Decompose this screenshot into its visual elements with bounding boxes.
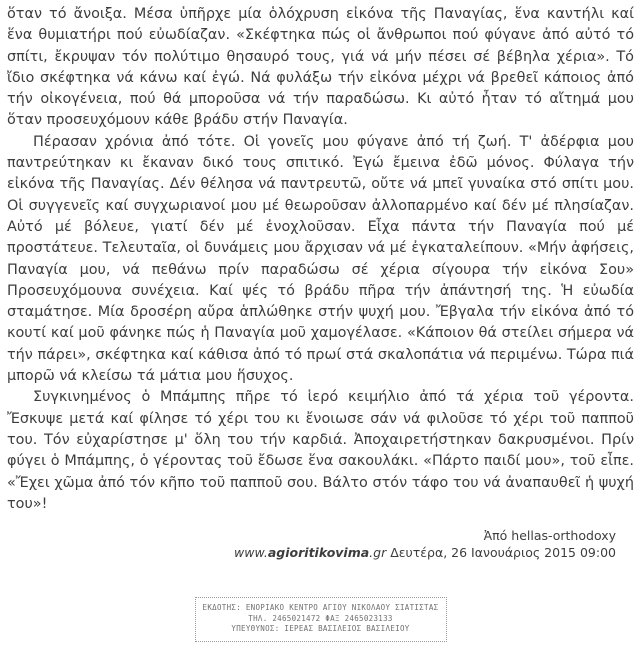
paragraph: Πέρασαν χρόνια ἀπό τότε. Οἱ γονεῖς μου φύγανε ἀπό τή ζωή. Τ' ἀδέρφια μου παντρεύτηκαν κι ἔκαναν δικό τους σπιτικό. Ἐγώ ἔμεινα ἐδῶ μόνος. Φύλαγα τήν εἰκόνα τῆς Παναγίας. Δέν θέλησα νά παντρευτῶ, οὔτε νά μπεῖ γυναίκα στό σπίτι μου. Οἱ συγγενεῖς καί συγχωριανοί μου μέ θεωροῦσαν ἀλλοπαρμένο καί δέν μέ πλησίαζαν. Αὐτό μέ βόλευε, γιατί δέν μέ ἐνοχλοῦσαν. Εἶχα πάντα τήν Παναγία πού μέ προστάτευε. Τελευταῖα, οἱ δυνάμεις μου ἄρχισαν νά μέ ἐγκαταλείπουν. «Μήν ἀφήσεις, Παναγία μου, νά πεθάνω πρίν παραδώσω σέ χέρια σίγουρα τήν εἰκόνα Σου» Προσευχόμουνα συνέχεια. Καί ψές τό βράδυ πῆρα τήν ἀπάντησή της. Ἡ εὐωδία σταμάτησε. Μία δροσέρη αὔρα ἁπλώθηκε στήν ψυχή μου. Ἔβγαλα τήν εἰκόνα ἀπό τό κουτί καί μοῦ φάνηκε πώς ἡ Παναγία μοῦ χαμογέλασε. «Κάποιον θά στείλει σήμερα νά τήν πάρει», σκέφτηκα καί κάθισα ἀπό τό πρωί στά σκαλοπάτια νά περιμένω. Τώρα πιά μπορῶ νά κλείσω τά μάτια μου ἥσυχος. — [7, 133, 634, 385]
article-text — [7, 4, 634, 515]
attribution-block — [7, 527, 634, 561]
stamp-contact-line: ΤΗΛ. 2465021472 ΦΑΞ 2465023133 — [248, 613, 393, 623]
attribution-meta — [7, 544, 616, 561]
publish-date: Δευτέρα, 26 Ιανουάριος 2015 09:00 — [386, 545, 616, 561]
paragraph: Συγκινημένος ὁ Μπάμπης πῆρε τό ἱερό κειμήλιο ἀπό τά χέρια τοῦ γέροντα. Ἔσκυψε μετά καί φίλησε τό χέρι του κι ἔνοιωσε σάν νά φιλοῦσε τό χέρι τοῦ παπποῦ του. Τόν εὐχαρίστησε μ' ὅλη του τήν καρδιά. Ἀποχαιρετήστηκαν δακρυσμένοι. Πρίν φύγει ὁ Μπάμπης, ὁ γέροντας τοῦ ἔδωσε ἕνα σακουλάκι. «Πάρτο παιδί μου», τοῦ εἶπε. «Ἔχει χῶμα ἀπό τόν κῆπο τοῦ παπποῦ σου. Βάλτο στόν τάφο του νά ἀναπαυθεῖ ἡ ψυχή του»! — [7, 389, 634, 512]
site-url-name: agioritikovima — [267, 545, 370, 561]
stamp-responsible-line: ΥΠΕΥΘΥΝΟΣ: ΙΕΡΕΑΣ ΒΑΣΙΛΕΙΟΣ ΒΑΣΙΛΕΙΟΥ — [231, 624, 410, 634]
publisher-stamp — [195, 597, 447, 642]
attribution-source: Ἀπό hellas-orthodoxy — [483, 528, 616, 544]
paragraph: ὅταν τό ἄνοιξα. Μέσα ὑπῆρχε μία ὁλόχρυση εἰκόνα τῆς Παναγίας, ἕνα καντήλι καί ἕνα θυμιατήρι πού εὐωδίαζαν. «Σκέφτηκα πώς οἱ ἄνθρωποι πού φύγανε ἀπό αὐτό τό σπίτι, ἔκρυψαν τόν πολύτιμο θησαυρό τους, γιά νά μήν πέσει σέ βέβηλα χέρια». Τό ἴδιο σκέφτηκα νά κάνω καί ἐγώ. Νά φυλάξω τήν εἰκόνα μέχρι νά βρεθεῖ κάποιος ἀπό τήν οἰκογένεια, πού θά μποροῦσα νά τήν παραδώσω. Κι αὐτό ἦταν τό αἴτημά μου ὅταν προσευχόμουν κάθε βράδυ στήν Παναγία. — [7, 6, 634, 129]
stamp-publisher-line: ΕΚΔΟΤΗΣ: ΕΝΟΡΙΑΚΟ ΚΕΝΤΡΟ ΑΓΙΟΥ ΝΙΚΟΛΑΟΥ ΣΙΑΤΙΣΤΑΣ — [202, 603, 439, 613]
site-url-prefix: www. — [234, 545, 268, 561]
site-url-suffix: .gr — [369, 545, 387, 561]
